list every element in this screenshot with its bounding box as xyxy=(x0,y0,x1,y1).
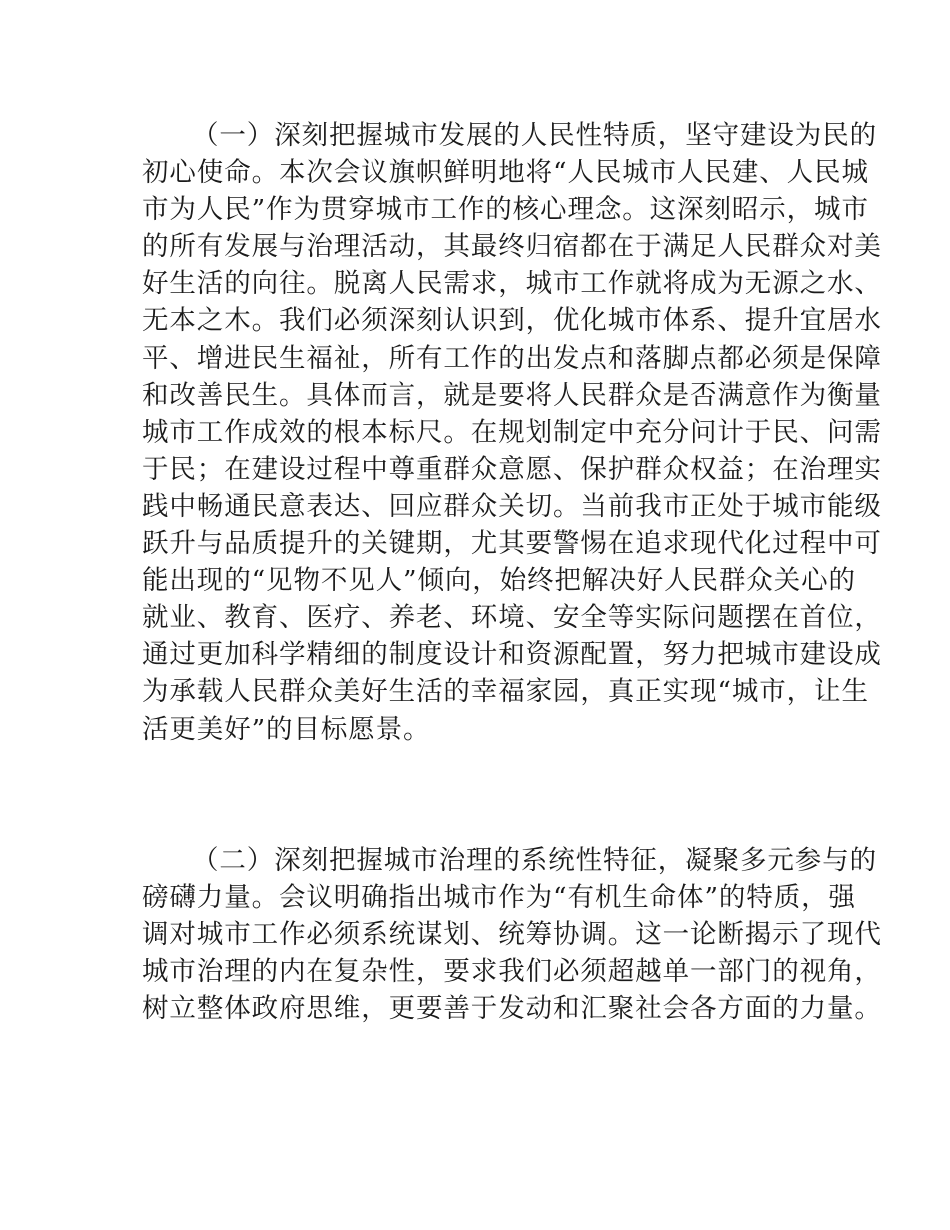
paragraph-2 xyxy=(142,842,882,1027)
paragraph-line: （一）深刻把握城市发展的人民性特质，坚守建设为民的 xyxy=(192,120,877,151)
paragraph-line: 和改善民生。具体而言，就是要将人民群众是否满意作为衡量 xyxy=(142,379,882,411)
paragraph-line: 树立整体政府思维，更要善于发动和汇聚社会各方面的力量。 xyxy=(142,993,882,1025)
paragraph-line: 跃升与品质提升的关键期，尤其要警惕在追求现代化过程中可 xyxy=(142,528,882,560)
paragraph-line: 的所有发展与治理活动，其最终归宿都在于满足人民群众对美 xyxy=(142,231,882,263)
paragraph-line: 能出现的“见物不见人”倾向，始终把解决好人民群众关心的 xyxy=(142,565,856,597)
paragraph-line: 通过更加科学精细的制度设计和资源配置，努力把城市建设成 xyxy=(142,639,882,671)
paragraph-line: 城市治理的内在复杂性，要求我们必须超越单一部门的视角， xyxy=(142,956,882,988)
paragraph-line: 城市工作成效的根本标尺。在规划制定中充分问计于民、问需 xyxy=(142,416,882,448)
paragraph-line: 好生活的向往。脱离人民需求，城市工作就将成为无源之水、 xyxy=(142,268,882,300)
paragraph-line: 平、增进民生福祉，所有工作的出发点和落脚点都必须是保障 xyxy=(142,342,882,374)
paragraph-1 xyxy=(142,117,882,748)
paragraph-line: 磅礴力量。会议明确指出城市作为“有机生命体”的特质，强 xyxy=(142,882,856,914)
paragraph-line: 为承载人民群众美好生活的幸福家园，真正实现“城市，让生 xyxy=(142,676,869,708)
paragraph-line: 践中畅通民意表达、回应群众关切。当前我市正处于城市能级 xyxy=(142,490,882,522)
paragraph-line: 初心使命。本次会议旗帜鲜明地将“人民城市人民建、人民城 xyxy=(142,157,869,189)
paragraph-line: 市为人民”作为贯穿城市工作的核心理念。这深刻昭示，城市 xyxy=(142,194,869,226)
paragraph-line: （二）深刻把握城市治理的系统性特征，凝聚多元参与的 xyxy=(192,845,877,876)
paragraph-line: 于民；在建设过程中尊重群众意愿、保护群众权益；在治理实 xyxy=(142,453,882,485)
paragraph-line: 无本之木。我们必须深刻认识到，优化城市体系、提升宜居水 xyxy=(142,305,882,337)
paragraph-line: 活更美好”的目标愿景。 xyxy=(142,713,431,745)
paragraph-line: 调对城市工作必须系统谋划、统筹协调。这一论断揭示了现代 xyxy=(142,919,882,951)
paragraph-line: 就业、教育、医疗、养老、环境、安全等实际问题摆在首位， xyxy=(142,602,882,634)
